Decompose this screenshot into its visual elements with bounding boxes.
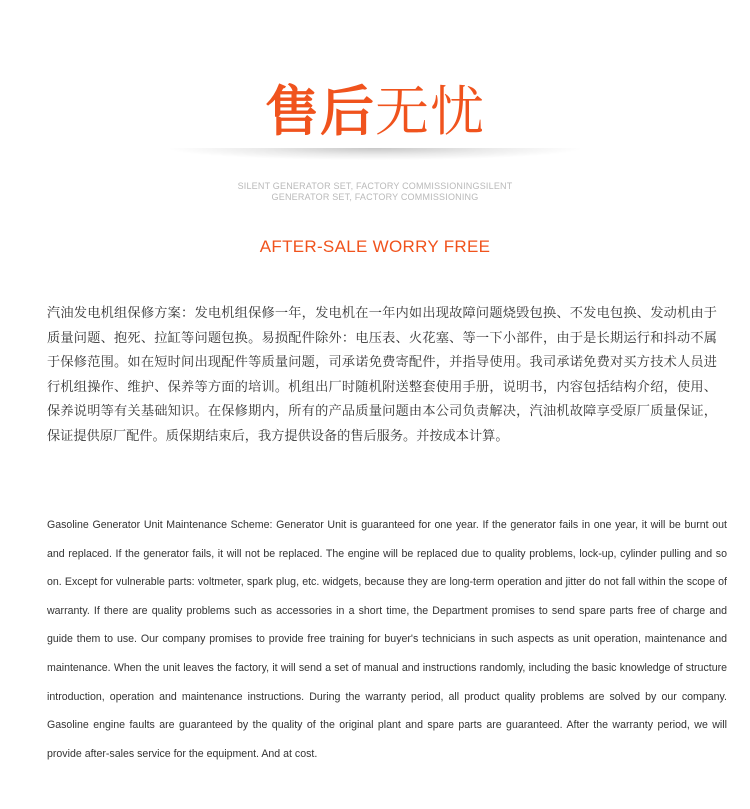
english-warranty-paragraph: Gasoline Generator Unit Maintenance Scheme: Generator Unit is guaranteed for one year. If the generator fails in one year, it will be burnt out and replaced. If the generator fails, it will not be replaced. The engine will be replaced due to quality problems, lock-up, cylinder pulling and so on. Except for vulnerable parts: voltmeter, spark plug, etc. widgets, because they are long-term operation and jitter do not fall within the scope of warranty. If there are quality problems such as accessories in a short time, the Department promises to send spare parts free of charge and guide them to use. Our company promises to provide free training for buyer's technicians in such aspects as unit operation, maintenance and maintenance. When the unit leaves the factory, it will send a set of manual and instructions randomly, including the basic knowledge of structure introduction, operation and maintenance instructions. During the warranty period, all product quality problems are solved by our company. Gasoline engine faults are guaranteed by the quality of the original plant and spare parts are guaranteed. After the warranty period, we will provide after-sales service for the equipment. And at cost. — [47, 519, 727, 760]
after-sale-heading: AFTER-SALE WORRY FREE — [259, 237, 491, 256]
page-title — [0, 78, 750, 146]
english-subtitle: SILENT GENERATOR SET, FACTORY COMMISSIONINGSILENT GENERATOR SET, FACTORY COMMISSIONING — [237, 181, 513, 202]
title-shadow-divider — [170, 148, 580, 160]
title-light-part: 无忧 — [375, 80, 485, 143]
chinese-warranty-paragraph: 汽油发电机组保修方案：发电机组保修一年，发电机在一年内如出现故障问题烧毁包换、不发电包换、发动机由于质量问题、抱死、拉缸等问题包换。易损配件除外：电压表、火花塞、等一下小部件，由于是长期运行和抖动不属于保修范围。如在短时间出现配件等质量问题，司承诺免费寄配件，并指导使用。我司承诺免费对买方技术人员进行机组操作、维护、保养等方面的培训。机组出厂时随机附送整套使用手册，说明书，内容包括结构介绍，使用、保养说明等有关基础知识。在保修期内，所有的产品质量问题由本公司负责解决，汽油机故障享受原厂质量保证，保证提供原厂配件。质保期结束后，我方提供设备的售后服务。并按成本计算。 — [47, 306, 717, 444]
title-bold-part: 售后 — [265, 80, 375, 143]
